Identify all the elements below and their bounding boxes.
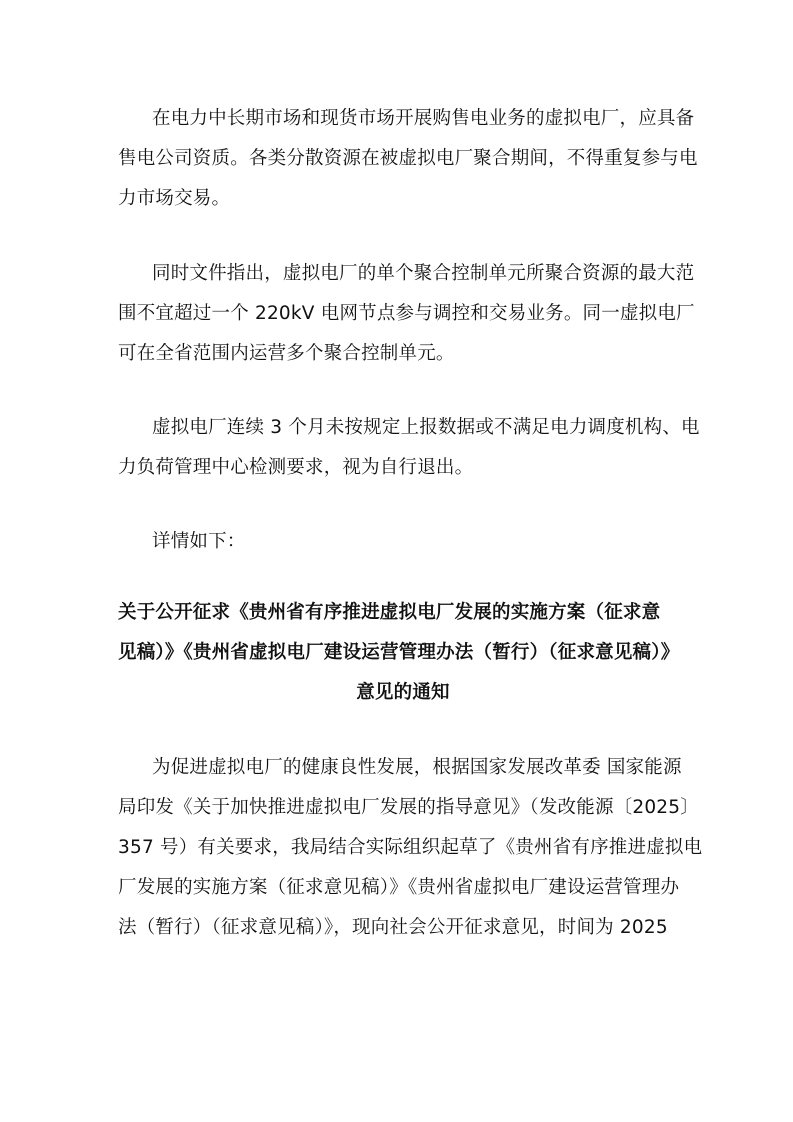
notice-title-line-3: 意见的通知 [356, 682, 450, 703]
body-paragraph-line-1: 为促进虚拟电厂的健康良性发展，根据国家发展改革委 国家能源 [152, 757, 682, 778]
body-paragraph-line-3: 357 号）有关要求，我局结合实际组织起草了《贵州省有序推进虚拟电 [118, 837, 703, 858]
paragraph-2-line-1: 同时文件指出，虚拟电厂的单个聚合控制单元所聚合资源的最大范 [152, 263, 695, 284]
body-paragraph-line-4: 厂发展的实施方案（征求意见稿）》《贵州省虚拟电厂建设运营管理办 [118, 877, 680, 898]
notice-title-line-1: 关于公开征求《贵州省有序推进虚拟电厂发展的实施方案（征求意 [118, 602, 661, 623]
notice-title-line-2: 见稿）》《贵州省虚拟电厂建设运营管理办法（暂行）（征求意见稿）》 [118, 642, 680, 663]
paragraph-3-line-1: 虚拟电厂连续 3 个月未按规定上报数据或不满足电力调度机构、电 [152, 417, 700, 438]
paragraph-4-line-1: 详情如下： [152, 531, 246, 552]
paragraph-1-line-3: 力市场交易。 [118, 188, 231, 209]
body-paragraph-line-5: 法（暂行）（征求意见稿）》，现向社会公开征求意见，时间为 2025 [118, 917, 668, 938]
paragraph-1-line-1: 在电力中长期市场和现货市场开展购售电业务的虚拟电厂，应具备 [152, 108, 695, 129]
paragraph-2-line-3: 可在全省范围内运营多个聚合控制单元。 [118, 343, 455, 364]
paragraph-3-line-2: 力负荷管理中心检测要求，视为自行退出。 [118, 457, 474, 478]
paragraph-2-line-2: 围不宜超过一个 220kV 电网节点参与调控和交易业务。同一虚拟电厂 [118, 303, 695, 324]
body-paragraph-line-2: 局印发《关于加快推进虚拟电厂发展的指导意见》（发改能源〔2025〕 [118, 797, 699, 818]
paragraph-1-line-2: 售电公司资质。各类分散资源在被虚拟电厂聚合期间，不得重复参与电 [118, 148, 698, 169]
